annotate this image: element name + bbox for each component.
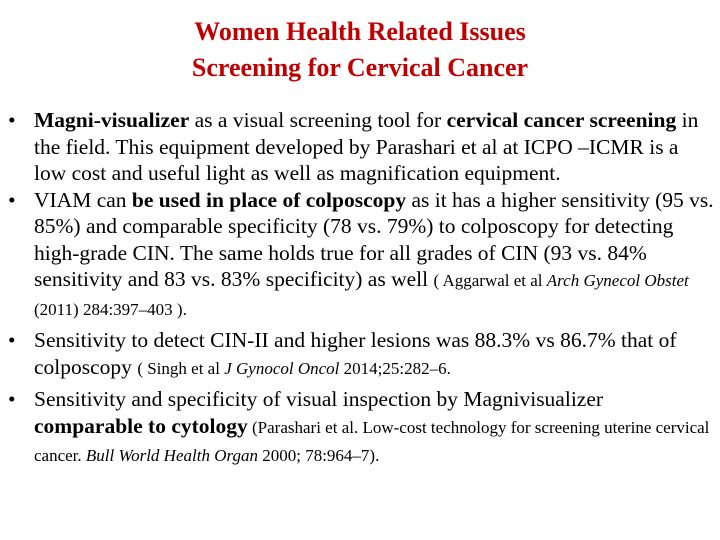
term-magnivisualizer: Magni-visualizer xyxy=(34,108,190,132)
bullet-icon: • xyxy=(8,387,16,411)
emphasis-text: be used in place of colposcopy xyxy=(131,187,407,212)
bullet-text: VIAM can xyxy=(34,187,132,212)
citation-journal: Bull World Health Organ xyxy=(85,446,258,465)
title-line-1: Women Health Related Issues xyxy=(194,17,526,46)
citation-text: (2011) 284:397–403 ). xyxy=(34,299,187,319)
bullet-list xyxy=(6,107,714,470)
bullet-sensitivity-cin xyxy=(6,327,714,382)
bullet-icon: • xyxy=(8,187,16,212)
emphasis-text: cervical cancer screening xyxy=(446,108,677,132)
bullet-viam xyxy=(6,187,714,324)
bullet-text: as it has a higher sensitivity (95 vs. 85%) and comparable specificity (78 vs. 79%) to colposcopy for detecting high-grade CIN. The same holds true for all grades of CIN (93 vs. 84% sensitivity and 83 vs. 83% specificity) as well xyxy=(34,187,714,291)
bullet-text: Sensitivity and specificity of visual inspection by Magnivisualizer xyxy=(34,387,604,411)
bullet-magnivisualizer xyxy=(6,107,714,187)
citation-text: (Parashari et al. Low-cost technology for screening uterine cervical cancer. xyxy=(34,417,710,465)
bullet-text: in the field. This equipment developed by Parashari et al at ICPO –ICMR is a low cost and useful light as well as magnification equipment. xyxy=(34,108,699,185)
bullet-visual-inspection xyxy=(6,386,714,470)
citation-text: 2014;25:282–6. xyxy=(339,358,451,378)
slide-title xyxy=(0,14,720,86)
bullet-text: Sensitivity to detect CIN-II and higher lesions was 88.3% vs 86.7% that of colposcopy xyxy=(34,328,677,379)
emphasis-text: comparable to cytology xyxy=(34,413,248,438)
bullet-text: as a visual screening tool for xyxy=(189,108,447,132)
citation-text: 2000; 78:964–7). xyxy=(257,446,380,465)
citation-text: ( Aggarwal et al xyxy=(433,271,547,290)
citation-text: ( Singh et al xyxy=(137,358,225,378)
title-line-2: Screening for Cervical Cancer xyxy=(191,53,529,82)
bullet-icon: • xyxy=(8,328,16,352)
citation-journal: Arch Gynecol Obstet xyxy=(546,271,689,290)
bullet-icon: • xyxy=(8,108,16,132)
citation-journal: J Gynocol Oncol xyxy=(224,358,340,378)
